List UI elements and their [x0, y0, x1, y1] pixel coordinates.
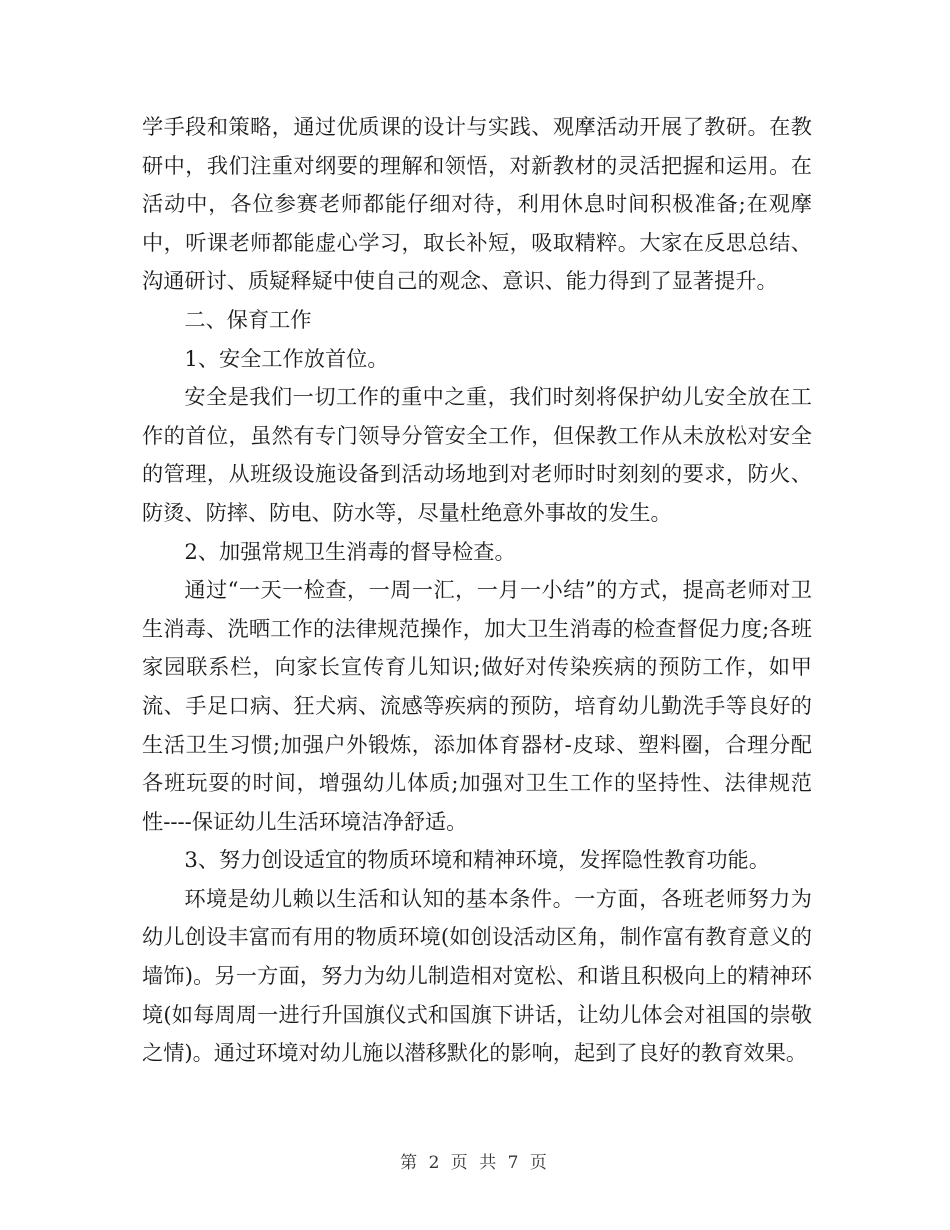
body-paragraph: 学手段和策略，通过优质课的设计与实践、观摩活动开展了教研。在教研中，我们注重对纲要的理解和领悟，对新教材的灵活把握和运用。在活动中，各位参赛老师都能仔细对待，利用休息时间积极准备;在观摩中，听课老师都能虚心学习，取长补短，吸取精粹。大家在反思总结、沟通研讨、质疑释疑中使自己的观念、意识、能力得到了显著提升。: [142, 114, 812, 294]
subsection-heading: 2、加强常规卫生消毒的督导检查。: [184, 538, 516, 564]
subsection-heading: 1、安全工作放首位。: [184, 345, 389, 371]
page-footer: 第 2 页 共 7 页: [400, 1153, 550, 1173]
subsection-heading: 3、努力创设适宜的物质环境和精神环境，发挥隐性教育功能。: [184, 847, 770, 873]
body-paragraph: 通过“一天一检查，一周一汇，一月一小结”的方式，提高老师对卫生消毒、洗晒工作的法律规范操作，加大卫生消毒的检查督促力度;各班家园联系栏，向家长宣传育儿知识;做好对传染疾病的预防工作，如甲流、手足口病、狂犬病、流感等疾病的预防，培育幼儿勤洗手等良好的生活卫生习惯;加强户外锻炼，添加体育器材-皮球、塑料圈，合理分配各班玩耍的时间，增强幼儿体质;加强对卫生工作的坚持性、法律规范性----保证幼儿生活环境洁净舒适。: [142, 577, 812, 834]
document-body: [142, 108, 812, 1073]
body-paragraph: 安全是我们一切工作的重中之重，我们时刻将保护幼儿安全放在工作的首位，虽然有专门领导分管安全工作，但保教工作从未放松对安全的管理，从班级设施设备到活动场地到对老师时时刻刻的要求，防火、防烫、防摔、防电、防水等，尽量杜绝意外事故的发生。: [142, 384, 812, 525]
section-heading: 二、保育工作: [184, 306, 312, 332]
body-paragraph: 环境是幼儿赖以生活和认知的基本条件。一方面，各班老师努力为幼儿创设丰富而有用的物质环境(如创设活动区角，制作富有教育意义的墙饰)。另一方面，努力为幼儿制造相对宽松、和谐且积极向上的精神环境(如每周周一进行升国旗仪式和国旗下讲话，让幼儿体会对祖国的崇敬之情)。通过环境对幼儿施以潜移默化的影响，起到了良好的教育效果。: [142, 885, 812, 1066]
